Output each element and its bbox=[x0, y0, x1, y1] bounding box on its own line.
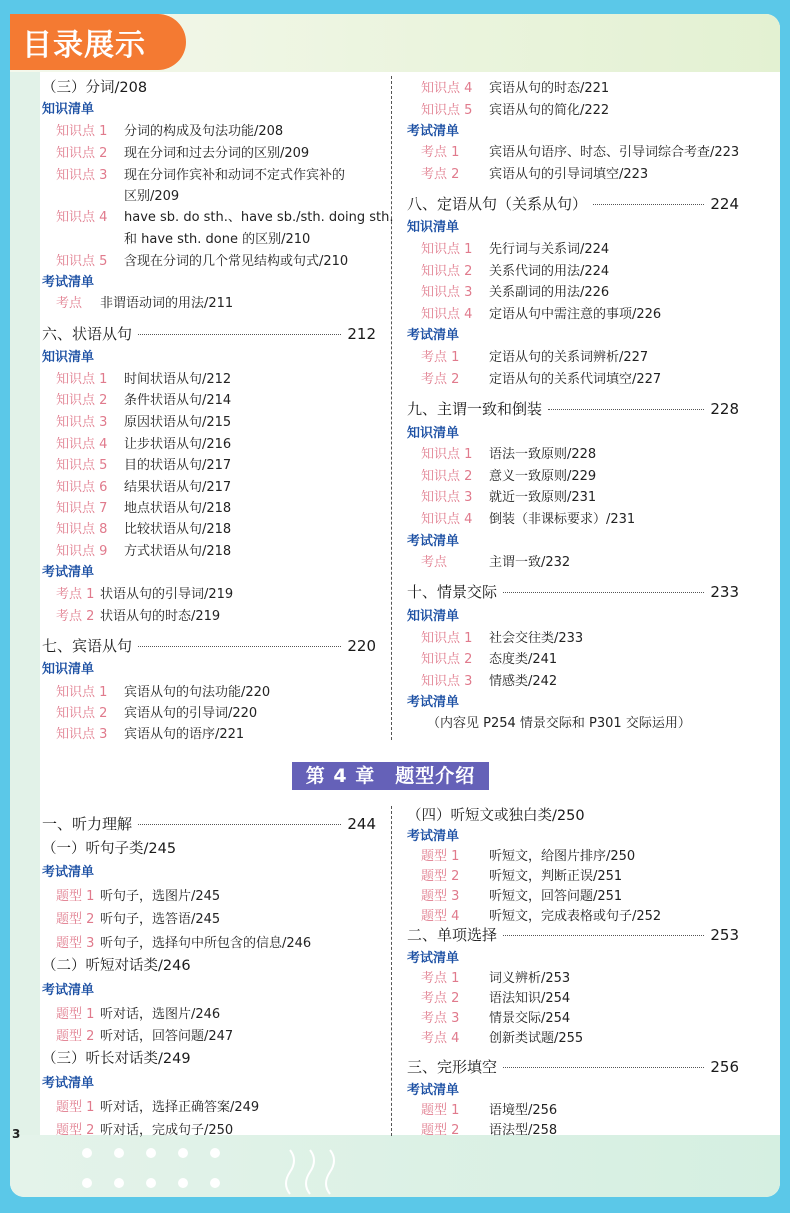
toc-item[interactable] bbox=[56, 908, 220, 927]
toc-item-text: 听对话，完成句子/250 bbox=[100, 1123, 234, 1138]
toc-item[interactable] bbox=[56, 164, 345, 183]
toc-item-tag: 考点 2 bbox=[421, 167, 460, 182]
toc-item[interactable] bbox=[56, 605, 220, 624]
toc-item-tag: 知识点 2 bbox=[421, 652, 473, 667]
toc-item-tag: 知识点 4 bbox=[421, 81, 473, 96]
toc-item[interactable] bbox=[421, 627, 583, 646]
toc-item-text: 非谓语动词的用法/211 bbox=[100, 296, 234, 311]
toc-item-tag: 考点 1 bbox=[421, 971, 460, 986]
list-section-label: 考试清单 bbox=[407, 695, 460, 710]
list-section-label: 考试清单 bbox=[42, 565, 95, 580]
list-section-label: 知识清单 bbox=[42, 102, 95, 117]
leader-dots bbox=[503, 592, 704, 593]
toc-item-text: 定语从句中需注意的事项/226 bbox=[489, 307, 662, 322]
toc-item-text: 听句子，选择句中所包含的信息/246 bbox=[100, 936, 312, 951]
section-heading-page: 228 bbox=[710, 400, 739, 418]
toc-item-text: 地点状语从句/218 bbox=[124, 501, 232, 516]
toc-item[interactable] bbox=[421, 905, 661, 924]
toc-item-text: 目的状语从句/217 bbox=[124, 458, 232, 473]
list-section-label: 考试清单 bbox=[42, 865, 95, 880]
toc-item[interactable] bbox=[56, 292, 233, 311]
toc-item-text: 情景交际/254 bbox=[489, 1011, 571, 1026]
toc-item-tag: 题型 1 bbox=[421, 849, 460, 864]
toc-item-text: 词义辨析/253 bbox=[489, 971, 571, 986]
subsection-title[interactable]: （四）听短文或独白类/250 bbox=[407, 808, 585, 824]
toc-item-tag: 知识点 3 bbox=[421, 285, 473, 300]
toc-item-text: 宾语从句的句法功能/220 bbox=[124, 685, 271, 700]
toc-item-tag: 知识点 2 bbox=[421, 469, 473, 484]
toc-item[interactable] bbox=[421, 465, 596, 484]
section-heading-title: 七、宾语从句 bbox=[42, 637, 133, 655]
toc-item-tag: 题型 2 bbox=[56, 912, 95, 927]
toc-item[interactable] bbox=[421, 670, 557, 689]
list-section-label: 知识清单 bbox=[42, 350, 95, 365]
toc-item-tag: 知识点 5 bbox=[421, 103, 473, 118]
list-section-label: 知识清单 bbox=[407, 609, 460, 624]
toc-item[interactable] bbox=[421, 368, 661, 387]
list-section-label: 考试清单 bbox=[407, 829, 460, 844]
toc-item-tag: 知识点 1 bbox=[421, 242, 473, 257]
toc-item[interactable] bbox=[421, 1027, 583, 1046]
toc-item-text: 倒装（非课标要求）/231 bbox=[489, 512, 636, 527]
toc-item-text: 关系副词的用法/226 bbox=[489, 285, 610, 300]
toc-item[interactable] bbox=[56, 518, 231, 537]
toc-item-tag: 知识点 1 bbox=[56, 124, 108, 139]
toc-item[interactable] bbox=[56, 250, 348, 269]
toc-item-text: 听对话，回答问题/247 bbox=[100, 1029, 234, 1044]
toc-item-tag: 考点 2 bbox=[421, 991, 460, 1006]
toc-item-tag: 题型 1 bbox=[56, 889, 95, 904]
toc-item-tag: 题型 2 bbox=[56, 1029, 95, 1044]
toc-item[interactable] bbox=[421, 1099, 557, 1118]
toc-item-text: 听对话，选择正确答案/249 bbox=[100, 1100, 260, 1115]
title-tab bbox=[10, 14, 186, 70]
bottom-band bbox=[10, 1135, 780, 1197]
toc-item-tag: 知识点 3 bbox=[421, 674, 473, 689]
toc-item[interactable] bbox=[56, 120, 283, 139]
toc-item-text: 语境型/256 bbox=[489, 1103, 558, 1118]
toc-item-text: 主谓一致/232 bbox=[489, 555, 571, 570]
toc-item-tag: 题型 2 bbox=[56, 1123, 95, 1138]
list-section-label: 知识清单 bbox=[42, 662, 95, 677]
toc-item-tag: 知识点 1 bbox=[56, 372, 108, 387]
toc-item[interactable] bbox=[56, 368, 231, 387]
toc-item-tag: 题型 1 bbox=[421, 1103, 460, 1118]
toc-item-tag: 知识点 2 bbox=[56, 393, 108, 408]
leader-dots bbox=[138, 824, 341, 825]
toc-item-tag: 知识点 4 bbox=[56, 437, 108, 452]
toc-item-tag: 考点 bbox=[421, 555, 448, 570]
chapter-banner: 第 4 章 题型介绍 bbox=[292, 762, 489, 790]
toc-item-text: 宾语从句的引导词/220 bbox=[124, 706, 258, 721]
list-section-label: 考试清单 bbox=[407, 1083, 460, 1098]
toc-item[interactable] bbox=[421, 967, 570, 986]
toc-item-tag: 题型 3 bbox=[421, 889, 460, 904]
section-heading[interactable] bbox=[407, 581, 739, 602]
toc-item-tag: 知识点 8 bbox=[56, 522, 108, 537]
section-heading[interactable] bbox=[407, 398, 739, 419]
toc-item-tag: 知识点 3 bbox=[56, 415, 108, 430]
toc-item-tag: 知识点 2 bbox=[56, 146, 108, 161]
toc-item-text: 听短文，回答问题/251 bbox=[489, 889, 623, 904]
toc-item-text: 定语从句的关系词辨析/227 bbox=[489, 350, 649, 365]
section-heading[interactable] bbox=[42, 635, 376, 656]
toc-item-tag: 考点 1 bbox=[56, 587, 95, 602]
toc-item[interactable] bbox=[421, 845, 635, 864]
list-section-label: 知识清单 bbox=[407, 426, 460, 441]
leader-dots bbox=[548, 409, 704, 410]
toc-item[interactable] bbox=[421, 303, 661, 322]
section-heading-page: 256 bbox=[710, 1058, 739, 1076]
column-divider-top bbox=[391, 76, 392, 740]
toc-item[interactable] bbox=[56, 932, 311, 951]
toc-item[interactable] bbox=[421, 648, 557, 667]
leader-dots bbox=[503, 935, 704, 936]
toc-item-tag: 考点 bbox=[56, 296, 83, 311]
toc-item-tag: 考点 2 bbox=[421, 372, 460, 387]
toc-item-tag: 知识点 3 bbox=[56, 168, 108, 183]
toc-item[interactable] bbox=[56, 885, 220, 904]
toc-item[interactable] bbox=[421, 885, 622, 904]
section-heading-title: 六、状语从句 bbox=[42, 325, 133, 343]
toc-item-text: 听对话，选图片/246 bbox=[100, 1007, 221, 1022]
section-heading-page: 244 bbox=[347, 815, 376, 833]
toc-item-tag: 考点 3 bbox=[421, 1011, 460, 1026]
toc-item-text: 意义一致原则/229 bbox=[489, 469, 597, 484]
toc-item-text: 听句子，选答语/245 bbox=[100, 912, 221, 927]
list-section-label: 考试清单 bbox=[42, 275, 95, 290]
toc-item[interactable] bbox=[421, 987, 570, 1006]
toc-item[interactable] bbox=[56, 583, 233, 602]
toc-item-tag: 题型 2 bbox=[421, 869, 460, 884]
toc-item-tag: 知识点 1 bbox=[56, 685, 108, 700]
list-section-label: 考试清单 bbox=[42, 983, 95, 998]
section-heading-title: 三、完形填空 bbox=[407, 1058, 498, 1076]
toc-item[interactable] bbox=[56, 540, 231, 559]
toc-item[interactable] bbox=[421, 443, 596, 462]
toc-item-text: 就近一致原则/231 bbox=[489, 490, 597, 505]
toc-item-tag: 题型 4 bbox=[421, 909, 460, 924]
toc-item[interactable] bbox=[421, 260, 609, 279]
toc-item-tag: 知识点 1 bbox=[421, 447, 473, 462]
toc-item[interactable] bbox=[56, 723, 244, 742]
toc-item-tag: 知识点 6 bbox=[56, 480, 108, 495]
toc-item[interactable] bbox=[421, 238, 609, 257]
toc-item-text: 定语从句的关系代词填空/227 bbox=[489, 372, 662, 387]
section-heading-title: 九、主谓一致和倒装 bbox=[407, 400, 543, 418]
list-section-label: 考试清单 bbox=[407, 328, 460, 343]
subsection-title[interactable]: （一）听句子类/245 bbox=[42, 841, 177, 857]
toc-item-tag: 知识点 1 bbox=[421, 631, 473, 646]
toc-item-text: 比较状语从句/218 bbox=[124, 522, 232, 537]
left-strip bbox=[10, 72, 40, 1135]
list-section-label: 考试清单 bbox=[42, 1076, 95, 1091]
section-heading-page: 224 bbox=[710, 195, 739, 213]
section-heading[interactable] bbox=[407, 924, 739, 945]
toc-item-tag: 知识点 4 bbox=[56, 210, 108, 225]
toc-item-text: 听短文，判断正误/251 bbox=[489, 869, 623, 884]
toc-item-tag: 知识点 4 bbox=[421, 307, 473, 322]
toc-item-text: 条件状语从句/214 bbox=[124, 393, 232, 408]
leader-dots bbox=[138, 646, 341, 647]
toc-item-text: 创新类试题/255 bbox=[489, 1031, 584, 1046]
section-heading-title: 八、定语从句（关系从句） bbox=[407, 195, 588, 213]
toc-item-text: 分词的构成及句法功能/208 bbox=[124, 124, 284, 139]
toc-item[interactable] bbox=[56, 142, 309, 161]
list-section-label: 知识清单 bbox=[407, 220, 460, 235]
subsection-title[interactable]: （三）分词/208 bbox=[42, 80, 148, 96]
list-section-label: 考试清单 bbox=[407, 534, 460, 549]
toc-item-text: 现在分词和过去分词的区别/209 bbox=[124, 146, 310, 161]
toc-item[interactable] bbox=[421, 1007, 570, 1026]
toc-item[interactable] bbox=[56, 411, 231, 430]
toc-item[interactable] bbox=[421, 281, 609, 300]
toc-item-text: 关系代词的用法/224 bbox=[489, 264, 610, 279]
toc-item-tag: 考点 1 bbox=[421, 145, 460, 160]
subsection-title[interactable]: （三）听长对话类/249 bbox=[42, 1051, 191, 1067]
toc-item[interactable] bbox=[421, 163, 648, 182]
toc-item[interactable] bbox=[421, 99, 609, 118]
toc-item[interactable] bbox=[421, 346, 648, 365]
toc-item-continuation: 区别/209 bbox=[124, 189, 180, 204]
page-title: 目录展示 bbox=[22, 28, 146, 63]
toc-item-tag: 知识点 2 bbox=[56, 706, 108, 721]
toc-item-tag: 知识点 2 bbox=[421, 264, 473, 279]
column-divider-bottom bbox=[391, 806, 392, 1136]
section-heading-title: 十、情景交际 bbox=[407, 583, 498, 601]
toc-item-tag: 题型 3 bbox=[56, 936, 95, 951]
toc-item-text: 状语从句的时态/219 bbox=[100, 609, 221, 624]
toc-item-text: 方式状语从句/218 bbox=[124, 544, 232, 559]
toc-item-tag: 知识点 7 bbox=[56, 501, 108, 516]
toc-item-tag: 知识点 3 bbox=[421, 490, 473, 505]
toc-item[interactable] bbox=[56, 206, 394, 225]
toc-item-text: 现在分词作宾补和动词不定式作宾补的 bbox=[124, 168, 346, 183]
toc-item-text: 宾语从句的语序/221 bbox=[124, 727, 245, 742]
toc-item-text: 含现在分词的几个常见结构或句式/210 bbox=[124, 254, 349, 269]
toc-item[interactable] bbox=[56, 1096, 259, 1115]
toc-item-text: 语法知识/254 bbox=[489, 991, 571, 1006]
section-heading-page: 253 bbox=[710, 926, 739, 944]
section-heading[interactable] bbox=[407, 193, 739, 214]
toc-item-text: 听句子，选图片/245 bbox=[100, 889, 221, 904]
toc-item-text: have sb. do sth.、have sb./sth. doing sth. bbox=[124, 210, 394, 225]
toc-item-text: 宾语从句的简化/222 bbox=[489, 103, 610, 118]
toc-item-text: 情感类/242 bbox=[489, 674, 558, 689]
toc-item[interactable] bbox=[56, 702, 257, 721]
list-section-label: 考试清单 bbox=[407, 124, 460, 139]
section-heading[interactable] bbox=[42, 813, 376, 834]
decorative-waves bbox=[282, 1148, 342, 1196]
toc-item-text: 原因状语从句/215 bbox=[124, 415, 232, 430]
toc-item[interactable] bbox=[421, 141, 739, 160]
section-heading[interactable] bbox=[407, 1056, 739, 1077]
toc-item-tag: 知识点 5 bbox=[56, 458, 108, 473]
toc-note: （内容见 P254 情景交际和 P301 交际运用） bbox=[427, 716, 691, 731]
section-heading-page: 212 bbox=[347, 325, 376, 343]
toc-item-text: 状语从句的引导词/219 bbox=[100, 587, 234, 602]
list-section-label: 考试清单 bbox=[407, 951, 460, 966]
toc-item-tag: 知识点 3 bbox=[56, 727, 108, 742]
toc-item[interactable] bbox=[421, 486, 596, 505]
page-number: 3 bbox=[12, 1127, 21, 1141]
subsection-title[interactable]: （二）听短对话类/246 bbox=[42, 958, 191, 974]
toc-item-text: 社会交往类/233 bbox=[489, 631, 584, 646]
toc-item[interactable] bbox=[421, 508, 635, 527]
toc-item[interactable] bbox=[56, 681, 270, 700]
toc-item-tag: 知识点 9 bbox=[56, 544, 108, 559]
toc-item[interactable] bbox=[421, 865, 622, 884]
toc-item-text: 结果状语从句/217 bbox=[124, 480, 232, 495]
toc-item-text: 宾语从句语序、时态、引导词综合考查/223 bbox=[489, 145, 740, 160]
toc-item-tag: 考点 2 bbox=[56, 609, 95, 624]
toc-item-tag: 题型 2 bbox=[421, 1123, 460, 1138]
toc-item[interactable] bbox=[56, 497, 231, 516]
toc-item-continuation: 和 have sth. done 的区别/210 bbox=[124, 232, 311, 247]
toc-item[interactable] bbox=[421, 551, 570, 570]
section-heading-title: 二、单项选择 bbox=[407, 926, 498, 944]
leader-dots bbox=[138, 334, 341, 335]
toc-item-text: 听短文，给图片排序/250 bbox=[489, 849, 636, 864]
toc-item[interactable] bbox=[421, 77, 609, 96]
toc-item-tag: 考点 1 bbox=[421, 350, 460, 365]
section-heading[interactable] bbox=[42, 323, 376, 344]
toc-item-text: 让步状语从句/216 bbox=[124, 437, 232, 452]
toc-item-text: 态度类/241 bbox=[489, 652, 558, 667]
toc-item-text: 宾语从句的时态/221 bbox=[489, 81, 610, 96]
toc-item[interactable] bbox=[56, 1025, 233, 1044]
section-heading-page: 233 bbox=[710, 583, 739, 601]
toc-item-text: 语法型/258 bbox=[489, 1123, 558, 1138]
leader-dots bbox=[503, 1067, 704, 1068]
toc-item[interactable] bbox=[56, 1003, 220, 1022]
toc-item[interactable] bbox=[56, 476, 231, 495]
toc-item-tag: 考点 4 bbox=[421, 1031, 460, 1046]
leader-dots bbox=[593, 204, 704, 205]
section-heading-page: 220 bbox=[347, 637, 376, 655]
toc-item-text: 语法一致原则/228 bbox=[489, 447, 597, 462]
section-heading-title: 一、听力理解 bbox=[42, 815, 133, 833]
toc-item[interactable] bbox=[56, 454, 231, 473]
toc-item-tag: 题型 1 bbox=[56, 1100, 95, 1115]
toc-item[interactable] bbox=[56, 1119, 233, 1138]
toc-item-tag: 知识点 4 bbox=[421, 512, 473, 527]
toc-item-text: 先行词与关系词/224 bbox=[489, 242, 610, 257]
toc-item-text: 时间状语从句/212 bbox=[124, 372, 232, 387]
toc-item[interactable] bbox=[56, 433, 231, 452]
toc-item[interactable] bbox=[421, 1119, 557, 1138]
toc-item-text: 听短文，完成表格或句子/252 bbox=[489, 909, 662, 924]
toc-item-text: 宾语从句的引导词填空/223 bbox=[489, 167, 649, 182]
toc-item-tag: 题型 1 bbox=[56, 1007, 95, 1022]
toc-item[interactable] bbox=[56, 389, 231, 408]
toc-item-tag: 知识点 5 bbox=[56, 254, 108, 269]
